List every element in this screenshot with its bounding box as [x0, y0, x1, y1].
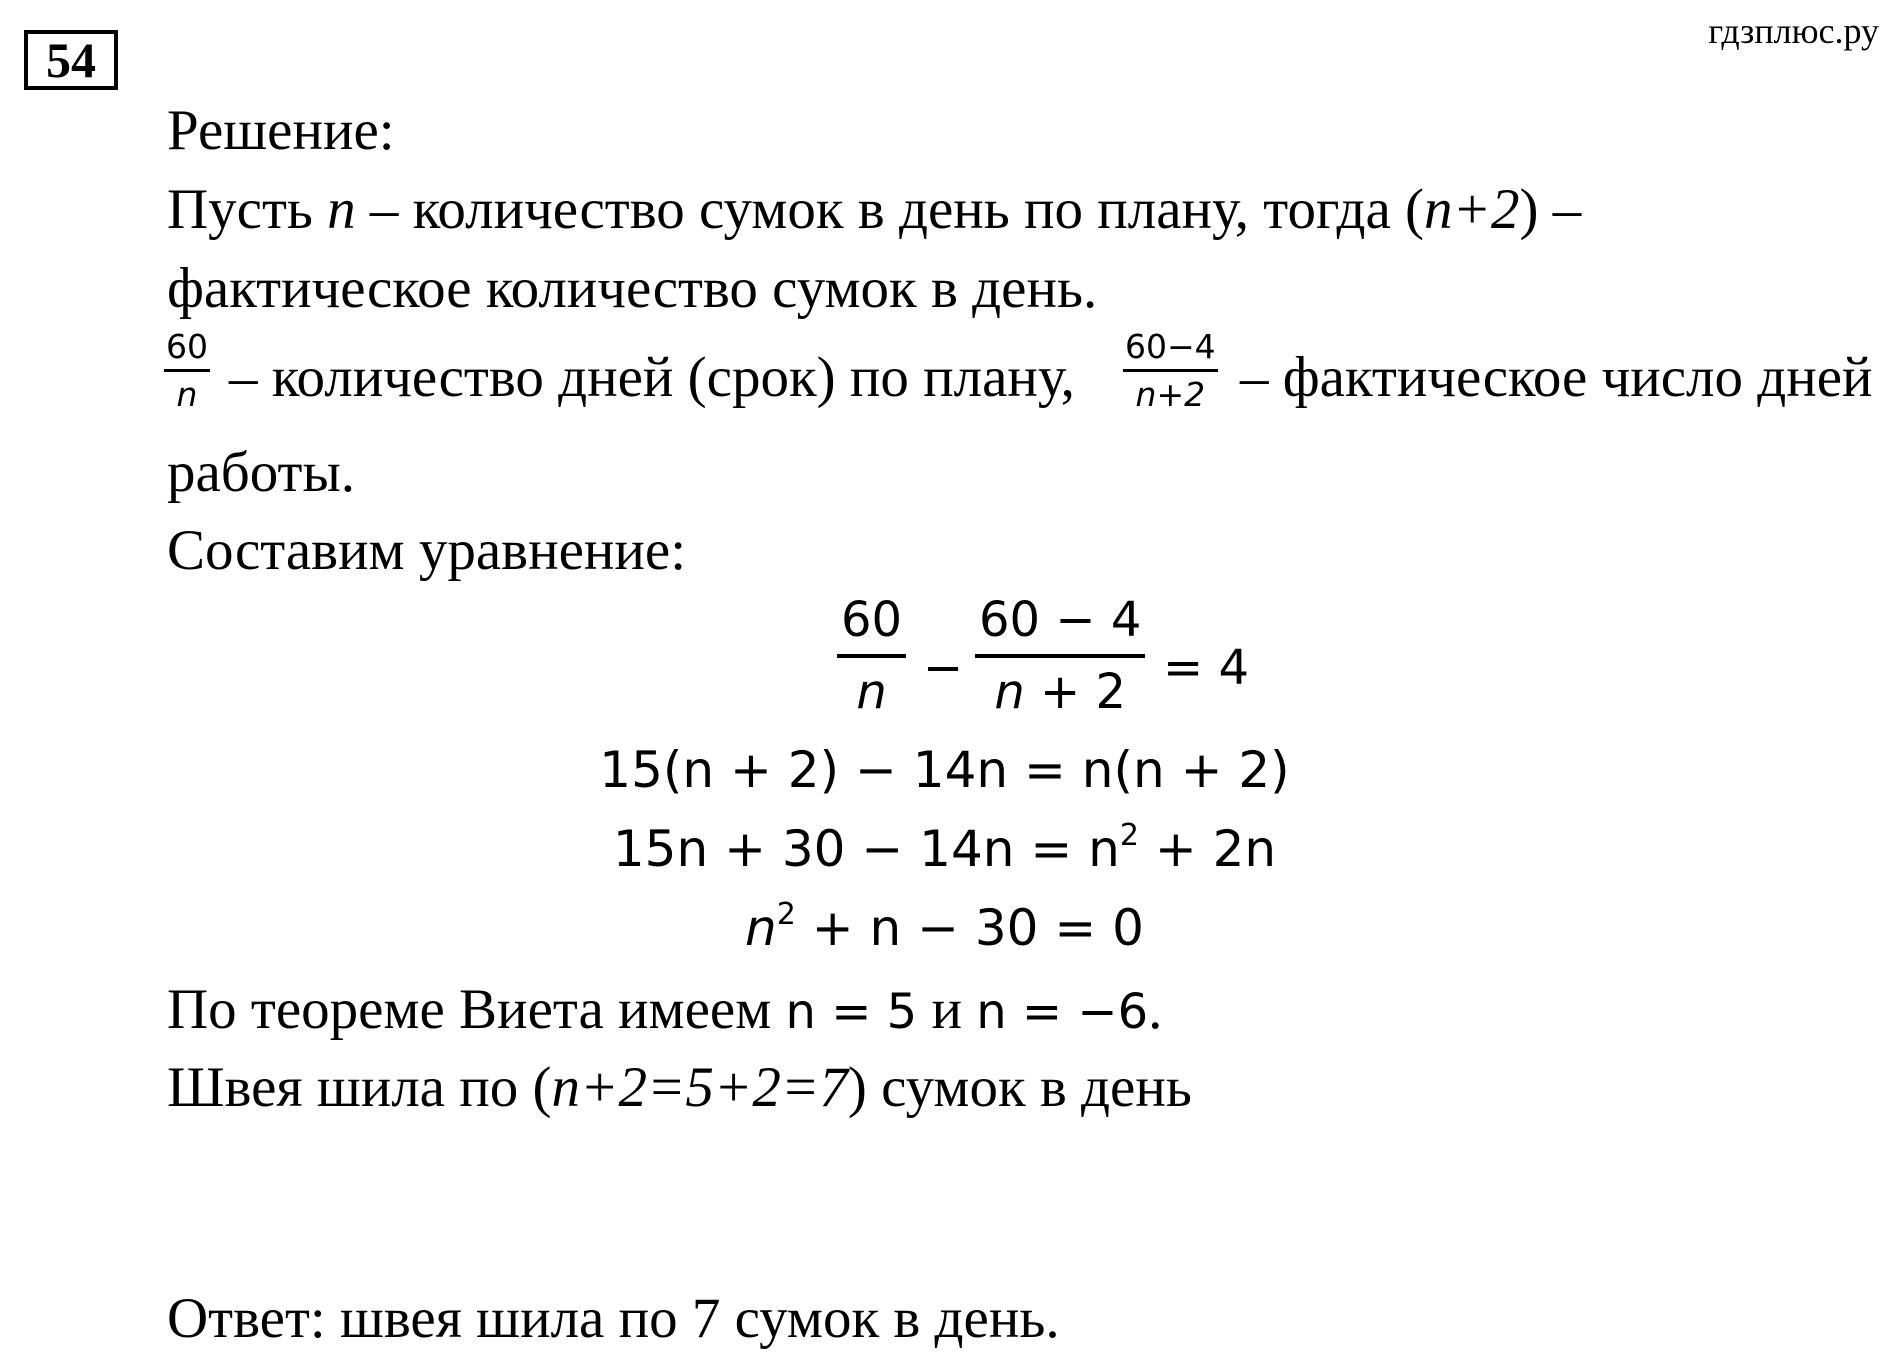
solution-line-2: фактическое количество сумок в день. — [167, 257, 1098, 320]
seamstress-text-a: Швея шила по ( — [167, 1056, 552, 1119]
solution-title: Решение: — [167, 99, 395, 162]
equation-4-exponent: 2 — [776, 897, 796, 932]
fraction-numerator: 60 — [841, 592, 903, 648]
equation-4 — [0, 897, 1889, 957]
seamstress-line — [167, 1056, 1192, 1119]
equation-1-fraction-1 — [837, 592, 906, 720]
solution-line-1 — [167, 178, 1582, 241]
solution-line-4: работы. — [167, 441, 356, 504]
equation-2 — [0, 741, 1889, 799]
line1-text-c: ) – — [1519, 178, 1582, 241]
solution-line-3-a: – количество дней (срок) по плану, — [229, 346, 1075, 409]
line1-text-a: Пусть — [167, 178, 328, 241]
vieta-line — [167, 978, 1163, 1041]
equation-3 — [0, 818, 1889, 878]
equation-3-text-b: + 2n — [1138, 820, 1277, 878]
solution-line-5: Составим уравнение: — [167, 519, 687, 582]
inline-fraction-actual-days — [1123, 327, 1218, 414]
seamstress-expr: n+2=5+2=7 — [551, 1056, 848, 1119]
site-name: гдзплюс.ру — [1708, 11, 1879, 51]
vieta-root-2: n = −6 — [976, 984, 1149, 1040]
line1-var-n: n — [327, 178, 356, 241]
fraction-numerator: 60 — [166, 327, 208, 366]
equation-1-rhs: = 4 — [1163, 640, 1250, 696]
line1-text-b: – количество сумок в день по плану, тогда ( — [355, 178, 1425, 241]
fraction-numerator: 60−4 — [1125, 327, 1216, 366]
vieta-text-a: По теореме Виета имеем — [167, 978, 786, 1041]
solution-line-3-b: – фактическое число дней — [1240, 346, 1873, 409]
equation-3-text-a: 15n + 30 − 14n = n — [612, 820, 1120, 878]
den-var-n: n — [994, 664, 1025, 720]
inline-fraction-planned-days — [164, 327, 210, 414]
equation-1-fraction-2 — [975, 592, 1145, 720]
vieta-root-1: n = 5 — [785, 984, 918, 1040]
answer-line: Ответ: швея шила по 7 сумок в день. — [167, 1287, 1060, 1350]
equation-3-exponent: 2 — [1119, 818, 1139, 853]
equation-4-var: n — [745, 899, 777, 957]
equation-2-text: 15(n + 2) − 14n = n(n + 2) — [599, 741, 1290, 799]
equation-4-text-b: + n − 30 = 0 — [795, 899, 1144, 957]
equation-1-minus: − — [923, 640, 964, 696]
fraction-denominator: n — [856, 664, 887, 720]
vieta-and: и — [917, 978, 977, 1041]
vieta-end: . — [1148, 978, 1163, 1041]
den-rest: + 2 — [1024, 664, 1127, 720]
fraction-denominator — [990, 658, 1130, 720]
fraction-denominator: n+2 — [1135, 375, 1206, 414]
task-number-box: 54 — [24, 30, 118, 90]
seamstress-text-b: ) сумок в день — [847, 1056, 1192, 1119]
fraction-denominator: n — [176, 375, 198, 414]
line1-expr: n+2 — [1424, 178, 1520, 241]
fraction-numerator: 60 − 4 — [979, 592, 1142, 648]
